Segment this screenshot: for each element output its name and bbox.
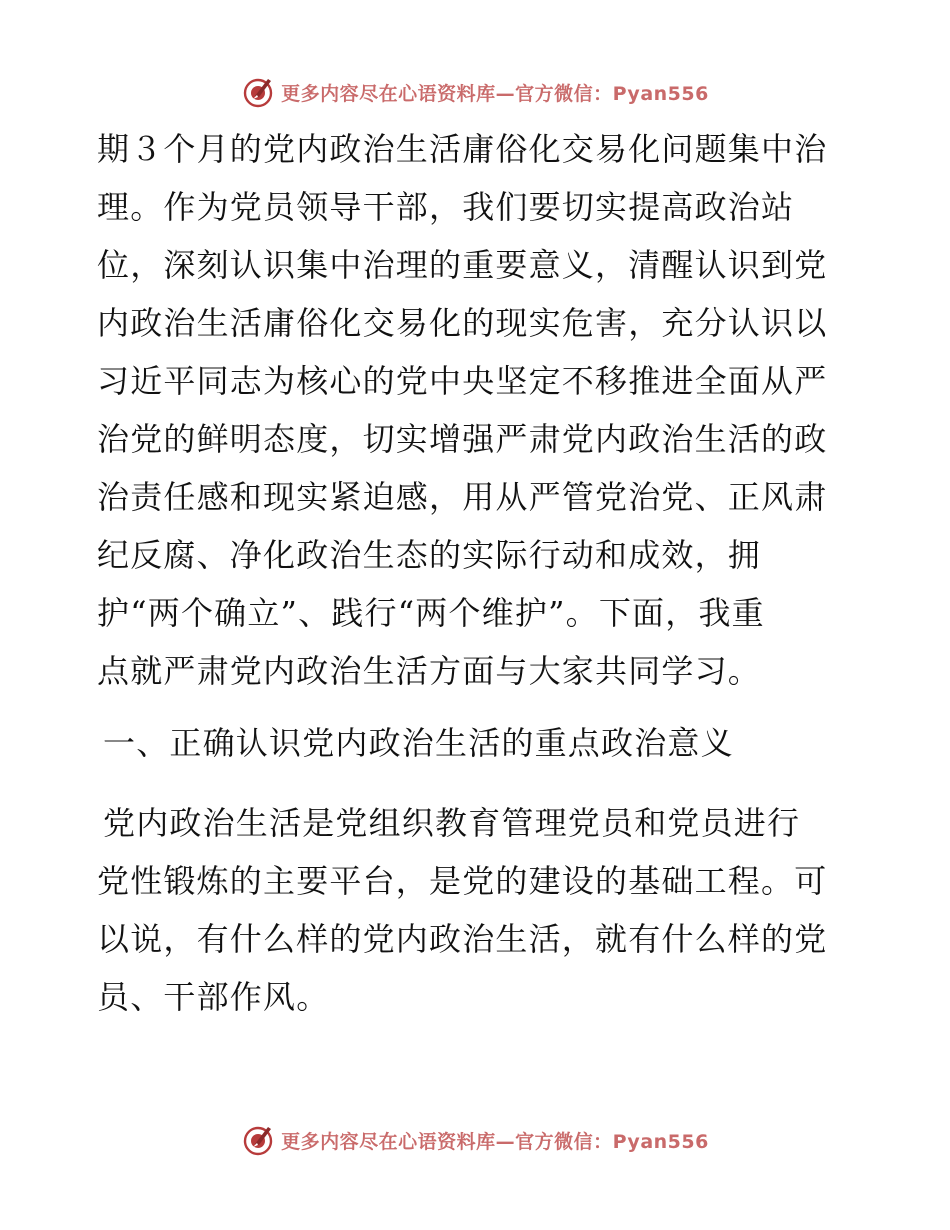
text-line: 党性锻炼的主要平台，是党的建设的基础工程。可 xyxy=(97,862,828,900)
text-line: 位，深刻认识集中治理的重要意义，清醒认识到党 xyxy=(97,246,828,284)
text-line: 员、干部作风。 xyxy=(97,978,330,1016)
quill-seal-logo-icon xyxy=(241,75,275,109)
footer-banner xyxy=(0,1118,950,1162)
text-line: 党内政治生活是党组织教育管理党员和党员进行 xyxy=(103,804,801,842)
text-line: 期３个月的党内政治生活庸俗化交易化问题集中治 xyxy=(97,130,828,168)
header-banner xyxy=(0,70,950,114)
paragraph-2 xyxy=(97,794,857,1026)
text-line: 内政治生活庸俗化交易化的现实危害，充分认识以 xyxy=(97,304,828,342)
text-line: 治党的鲜明态度，切实增强严肃党内政治生活的政 xyxy=(97,420,828,458)
text-line: 点就严肃党内政治生活方面与大家共同学习。 xyxy=(97,652,762,690)
text-line: 纪反腐、净化政治生态的实际行动和成效，拥 xyxy=(97,536,762,574)
text-line: 护“两个确立”、践行“两个维护”。下面，我重 xyxy=(97,594,765,632)
text-line: 以说，有什么样的党内政治生活，就有什么样的党 xyxy=(97,920,828,958)
quill-seal-logo-icon xyxy=(241,1123,275,1157)
paragraph-1 xyxy=(97,120,857,700)
footer-banner-text: 更多内容尽在心语资料库—官方微信：Pyan556 xyxy=(281,1130,709,1153)
text-line: 理。作为党员领导干部，我们要切实提高政治站 xyxy=(97,188,795,226)
header-banner-text: 更多内容尽在心语资料库—官方微信：Pyan556 xyxy=(281,82,709,105)
text-line: 习近平同志为核心的党中央坚定不移推进全面从严 xyxy=(97,362,828,400)
text-line: 治责任感和现实紧迫感，用从严管党治党、正风肃 xyxy=(97,478,828,516)
section-heading-1: 一、正确认识党内政治生活的重点政治意义 xyxy=(103,724,734,762)
document-body xyxy=(97,120,857,1026)
